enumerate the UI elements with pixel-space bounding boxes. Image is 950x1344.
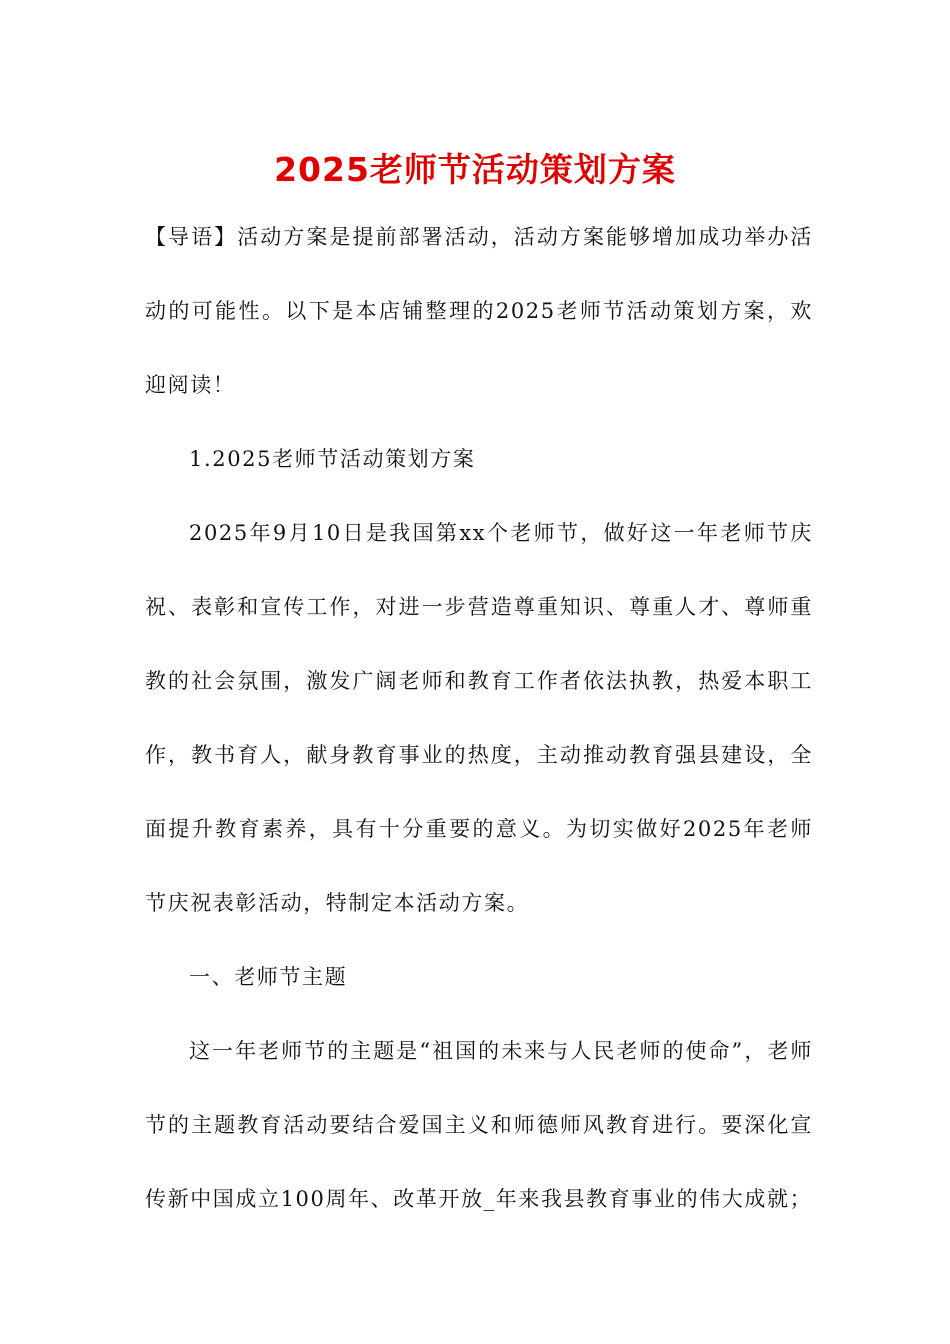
section-heading-theme: 一、老师节主题 (189, 965, 348, 989)
body-paragraph: 2025年9月10日是我国第xx个老师节，做好这一年老师节庆祝、表彰和宣传工作，对进一步营造尊重知识、尊重人才、尊师重教的社会氛围，激发广阔老师和教育工作者依法执教，热爱本职工作，教书育人，献身教育事业的热度，主动推动教育强县建设，全面提升教育素养，具有十分重要的意义。为切实做好2025年老师节庆祝表彰活动，特制定本活动方案。 (145, 521, 813, 915)
body-paragraph-theme: 这一年老师节的主题是“祖国的未来与人民老师的使命”，老师节的主题教育活动要结合爱国主义和师德师风教育进行。要深化宣传新中国成立100周年、改革开放_年来我县教育事业的伟大成就； (145, 1039, 813, 1211)
document-title: 2025老师节活动策划方案 (274, 150, 676, 189)
section-heading-1: 1.2025老师节活动策划方案 (189, 447, 476, 471)
document-body (145, 200, 813, 1236)
intro-paragraph: 【导语】活动方案是提前部署活动，活动方案能够增加成功举办活动的可能性。以下是本店铺整理的2025老师节活动策划方案，欢迎阅读！ (145, 225, 813, 397)
